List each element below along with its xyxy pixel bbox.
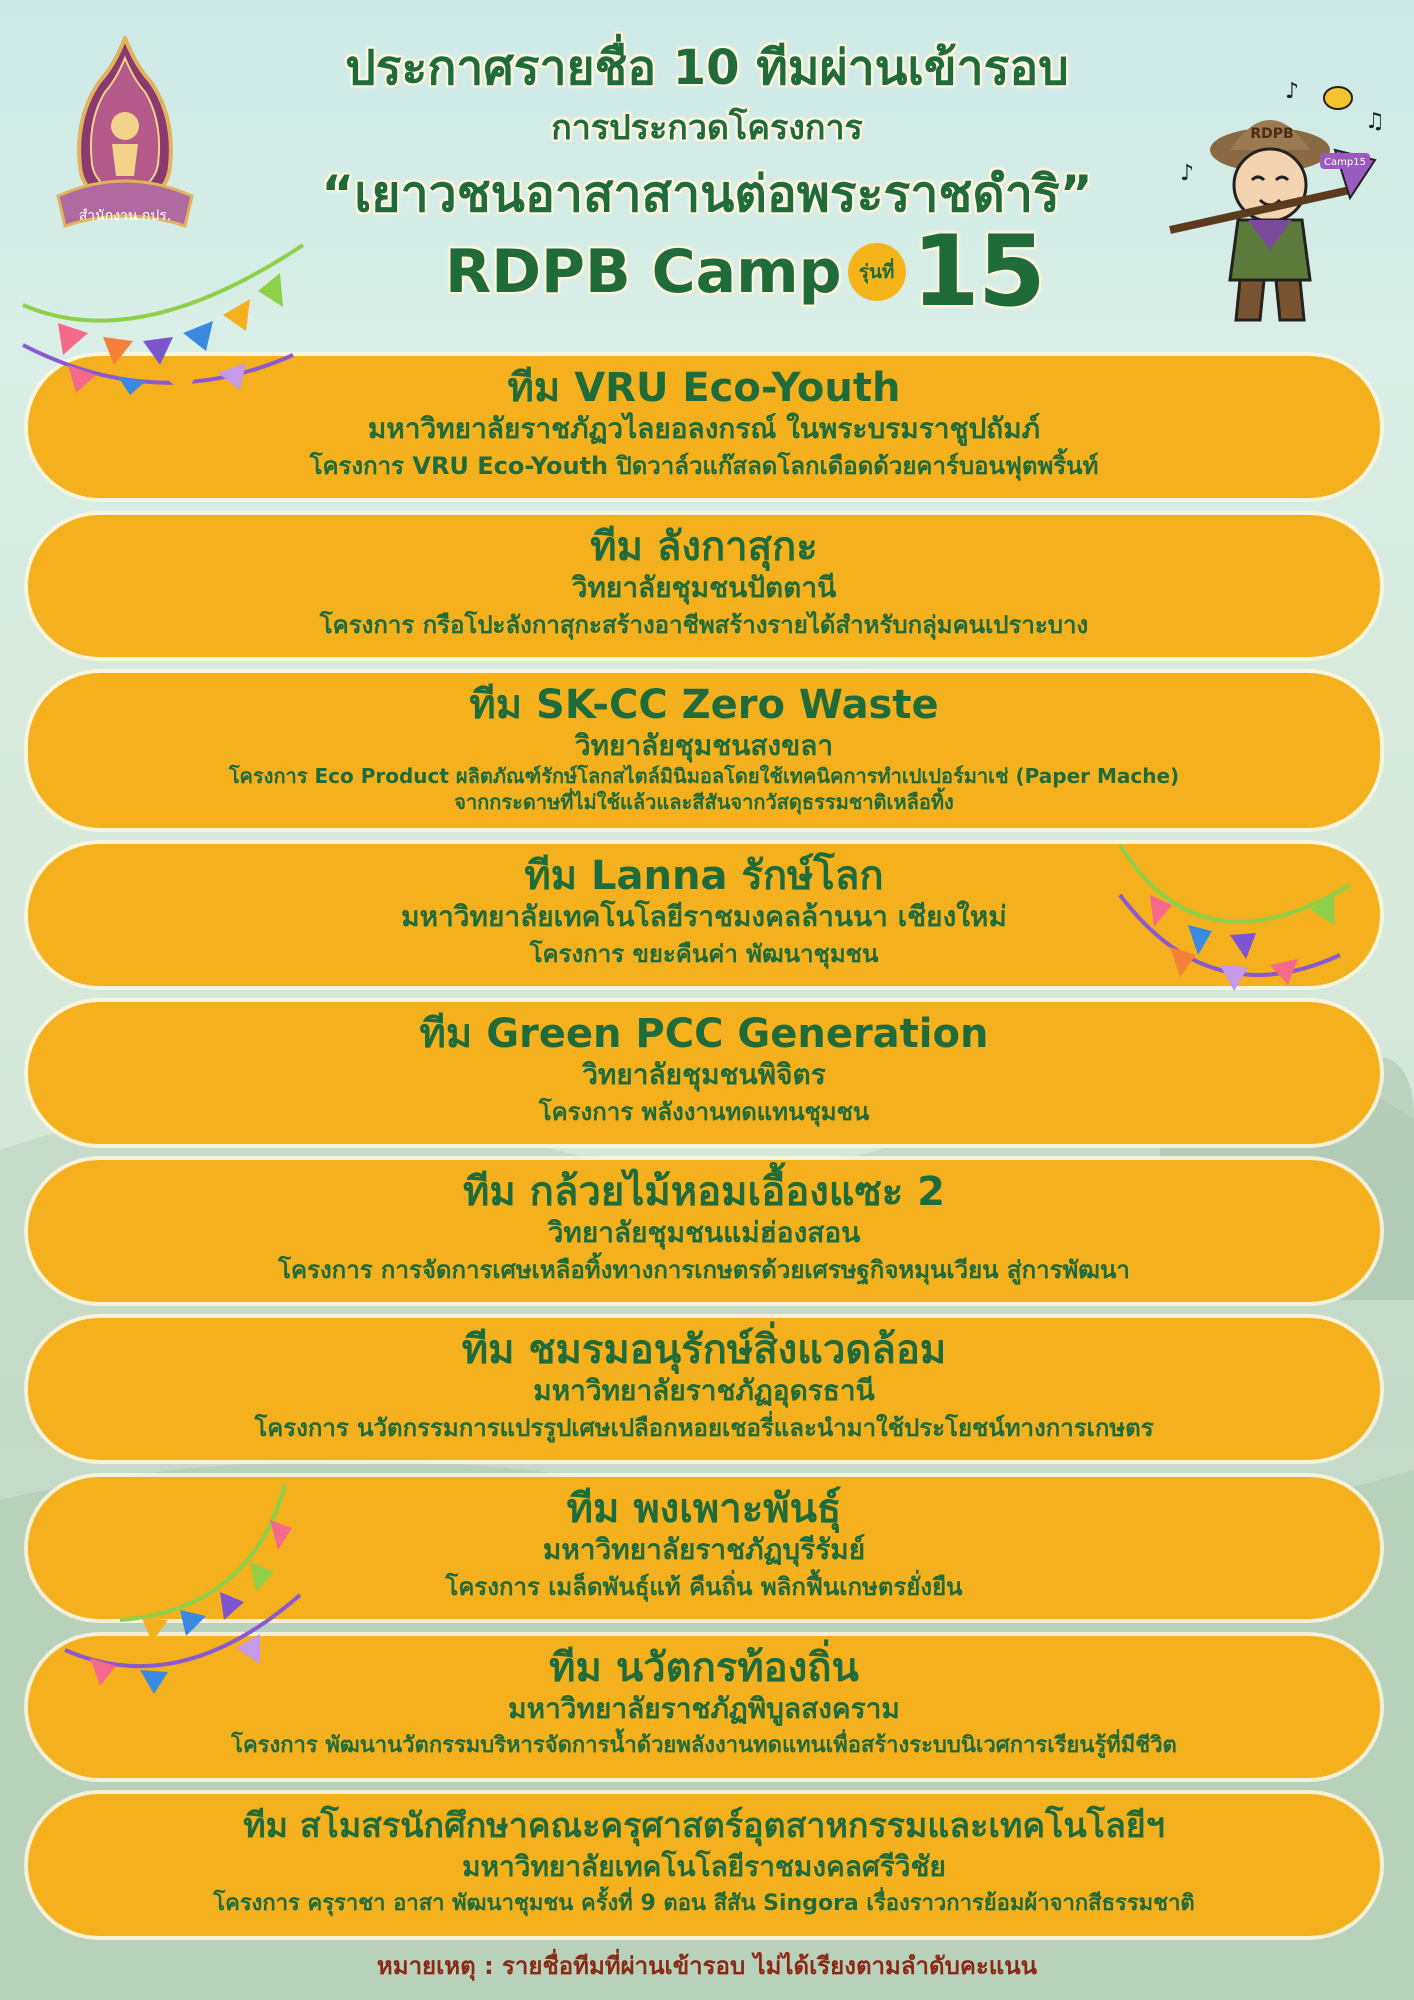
- camp-title: [445, 215, 1044, 329]
- bunting-decoration-icon: [60, 1480, 320, 1700]
- page-title: ประกาศรายชื่อ 10 ทีมผ่านเข้ารอบ: [345, 40, 1069, 96]
- svg-text:♫: ♫: [1365, 109, 1385, 134]
- team-university: มหาวิทยาลัยราชภัฏวไลยอลงกรณ์ ในพระบรมราชูปถัมภ์: [367, 412, 1041, 445]
- team-card: [28, 673, 1380, 828]
- svg-text:♪: ♪: [1180, 161, 1195, 186]
- camp-label: RDPB Camp: [445, 237, 842, 307]
- team-project: โครงการ เมล็ดพันธุ์แท้ คืนถิ่น พลิกฟื้นเกษตรยั่งยืน: [445, 1573, 963, 1601]
- bunting-decoration-icon: [1110, 835, 1370, 1005]
- team-name: ทีม นวัตกรท้องถิ่น: [549, 1645, 859, 1691]
- team-name: ทีม สโมสรนักศึกษาคณะครุศาสตร์อุตสาหกรรมและเทคโนโลยีฯ: [243, 1806, 1165, 1846]
- footnote: หมายเหตุ : รายชื่อทีมที่ผ่านเข้ารอบ ไม่ได้เรียงตามลำดับคะแนน: [376, 1952, 1038, 1980]
- team-card: [28, 1794, 1380, 1936]
- team-project: โครงการ Eco Product ผลิตภัณฑ์รักษ์โลกสไตล์มินิมอลโดยใช้เทคนิคการทำเปเปอร์มาเช่ (Paper Mache): [228, 764, 1180, 788]
- project-title: “เยาวชนอาสาสานต่อพระราชดำริ”: [321, 165, 1093, 223]
- team-university: มหาวิทยาลัยราชภัฏพิบูลสงคราม: [508, 1692, 900, 1725]
- team-name: ทีม Lanna รักษ์โลก: [524, 853, 884, 899]
- team-name: ทีม พงเพาะพันธุ์: [566, 1486, 842, 1532]
- team-name: ทีม ชมรมอนุรักษ์สิ่งแวดล้อม: [461, 1327, 947, 1373]
- camp-number: 15: [911, 215, 1044, 329]
- team-project-line2: จากกระดาษที่ไม่ใช้แล้วและสีสันจากวัสดุธรรมชาติเหลือทิ้ง: [454, 790, 954, 814]
- team-university: มหาวิทยาลัยราชภัฏบุรีรัมย์: [542, 1533, 866, 1566]
- team-project: โครงการ ขยะคืนค่า พัฒนาชุมชน: [529, 940, 879, 968]
- svg-text:♪: ♪: [1285, 80, 1300, 104]
- team-university: วิทยาลัยชุมชนสงขลา: [574, 729, 834, 762]
- team-card: [28, 515, 1380, 657]
- team-project: โครงการ กรือโปะลังกาสุกะสร้างอาชีพสร้างรายได้สำหรับกลุ่มคนเปราะบาง: [319, 611, 1089, 639]
- team-card: [28, 1002, 1380, 1144]
- team-name: ทีม Green PCC Generation: [419, 1011, 989, 1057]
- bunting-decoration-icon: [18, 225, 318, 395]
- team-project: โครงการ พัฒนานวัตกรรมบริหารจัดการน้ำด้วยพลังงานทดแทนเพื่อสร้างระบบนิเวศการเรียนรู้ที่มีชีวิต: [231, 1733, 1177, 1758]
- team-project: โครงการ พลังงานทดแทนชุมชน: [538, 1098, 870, 1126]
- team-university: มหาวิทยาลัยราชภัฏอุดรธานี: [533, 1374, 875, 1407]
- scout-mascot-icon: [1160, 80, 1390, 340]
- team-name: ทีม กล้วยไม้หอมเอื้องแซะ 2: [463, 1169, 945, 1215]
- team-university: วิทยาลัยชุมชนแม่ฮ่องสอน: [547, 1216, 861, 1249]
- team-card: [28, 1318, 1380, 1460]
- mascot-hat-text: RDPB: [1250, 126, 1294, 142]
- team-name: ทีม SK-CC Zero Waste: [469, 682, 939, 728]
- team-name: ทีม VRU Eco-Youth: [507, 365, 901, 411]
- royal-emblem-icon: [50, 36, 200, 236]
- team-name: ทีม ลังกาสุกะ: [590, 524, 818, 570]
- team-university: วิทยาลัยชุมชนปัตตานี: [571, 571, 837, 604]
- team-project: โครงการ นวัตกรรมการแปรรูปเศษเปลือกหอยเชอรี่และนำมาใช้ประโยชน์ทางการเกษตร: [254, 1414, 1154, 1442]
- team-project: โครงการ การจัดการเศษเหลือทิ้งทางการเกษตรด้วยเศรษฐกิจหมุนเวียน สู่การพัฒนา: [278, 1256, 1130, 1284]
- team-project: โครงการ VRU Eco-Youth ปิดวาล์วแก๊สลดโลกเดือดด้วยคาร์บอนฟุตพริ้นท์: [309, 452, 1099, 480]
- camp-badge: รุ่นที่: [848, 243, 906, 301]
- page-subtitle: การประกวดโครงการ: [551, 108, 863, 148]
- team-university: วิทยาลัยชุมชนพิจิตร: [582, 1058, 826, 1091]
- team-card: [28, 1160, 1380, 1302]
- team-university: มหาวิทยาลัยเทคโนโลยีราชมงคลล้านนา เชียงใหม่: [401, 900, 1007, 933]
- mascot-flag-text: Camp15: [1324, 157, 1366, 168]
- team-project: โครงการ ครุราชา อาสา พัฒนาชุมชน ครั้งที่ 9 ตอน สีสัน Singora เรื่องราวการย้อมผ้าจากสีธรรมชาติ: [213, 1891, 1195, 1916]
- emblem-caption: สำนักงาน กปร.: [78, 208, 172, 224]
- team-university: มหาวิทยาลัยเทคโนโลยีราชมงคลศรีวิชัย: [462, 1850, 946, 1883]
